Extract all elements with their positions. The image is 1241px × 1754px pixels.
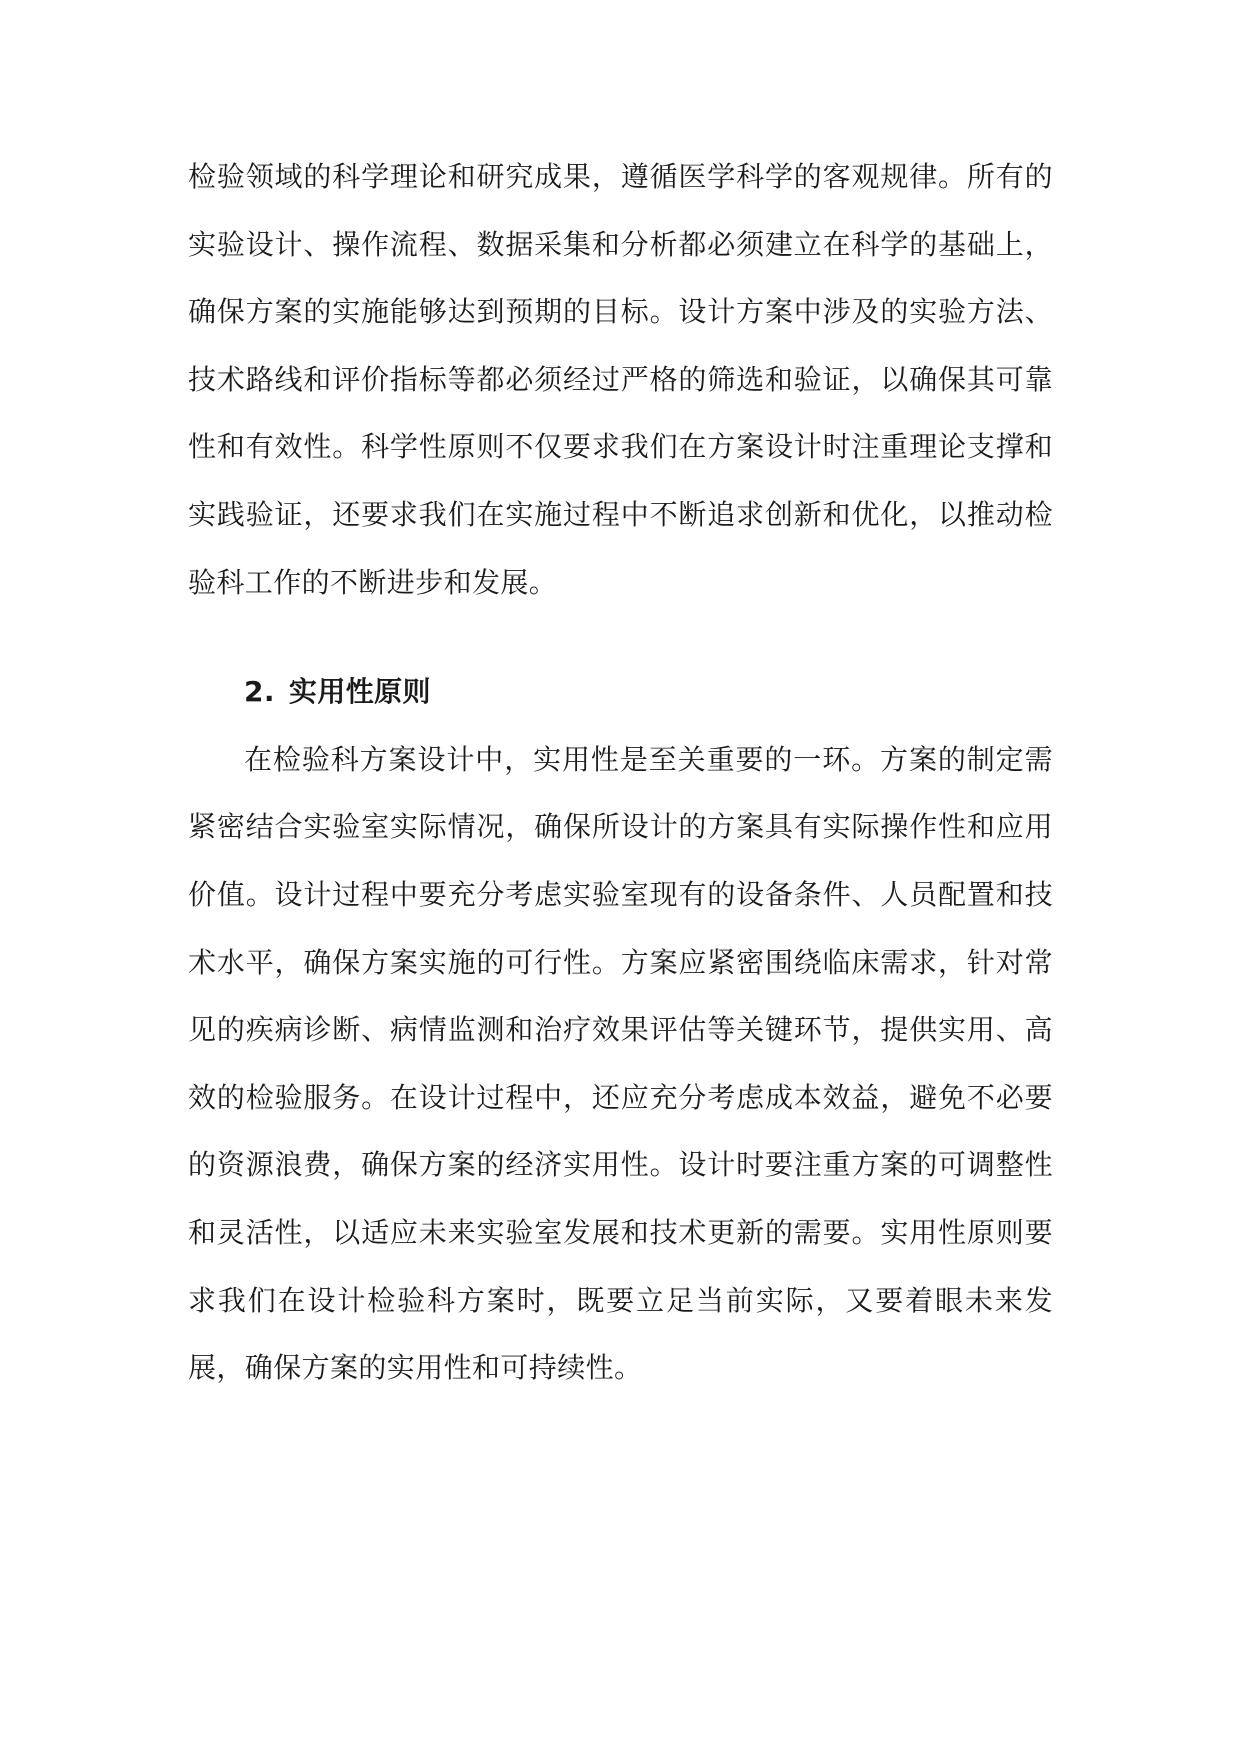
paragraph-practicality-principle: 在检验科方案设计中，实用性是至关重要的一环。方案的制定需紧密结合实验室实际情况，确保所设计的方案具有实际操作性和应用价值。设计过程中要充分考虑实验室现有的设备条件、人员配置和技术水平，确保方案实施的可行性。方案应紧密围绕临床需求，针对常见的疾病诊断、病情监测和治疗效果评估等关键环节，提供实用、高效的检验服务。在设计过程中，还应充分考虑成本效益，避免不必要的资源浪费，确保方案的经济实用性。设计时要注重方案的可调整性和灵活性，以适应未来实验室发展和技术更新的需要。实用性原则要求我们在设计检验科方案时，既要立足当前实际，又要着眼未来发展，确保方案的实用性和可持续性。 — [188, 742, 1053, 1385]
section-number: 2. — [244, 675, 275, 709]
document-body — [188, 143, 1053, 1402]
paragraph-scientific-principle-continuation: 检验领域的科学理论和研究成果，遵循医学科学的客观规律。所有的实验设计、操作流程、数据采集和分析都必须建立在科学的基础上，确保方案的实施能够达到预期的目标。设计方案中涉及的实验方法、技术路线和评价指标等都必须经过严格的筛选和验证，以确保其可靠性和有效性。科学性原则不仅要求我们在方案设计时注重理论支撑和实践验证，还要求我们在实施过程中不断追求创新和优化，以推动检验科工作的不断进步和发展。 — [188, 160, 1053, 599]
section-title: 实用性原则 — [288, 675, 431, 709]
section-heading-practicality — [188, 658, 1053, 726]
